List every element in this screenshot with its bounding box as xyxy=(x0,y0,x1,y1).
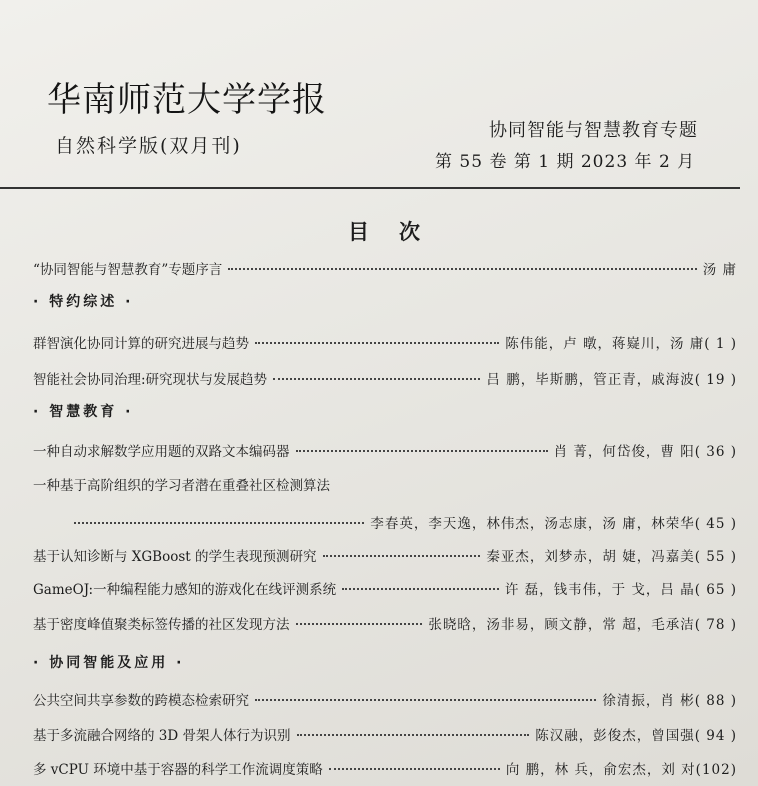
entry-authors: 张晓晗，汤非易，顾文静，常 超，毛承洁( 78 ) xyxy=(428,617,737,633)
toc-entry[interactable] xyxy=(33,545,737,567)
toc-entry-authors-line[interactable] xyxy=(33,512,737,534)
toc-entry[interactable] xyxy=(33,724,737,746)
entry-title: 公共空间共享参数的跨模态检索研究 xyxy=(33,693,249,709)
special-topic-label: 协同智能与智慧教育专题 xyxy=(489,120,698,141)
entry-authors: 吕 鹏，毕斯鹏，管正青，戚海波( 19 ) xyxy=(486,372,737,388)
entry-authors: 陈伟能，卢 暾，蒋嶷川，汤 庸( 1 ) xyxy=(505,336,737,352)
entry-title: 一种自动求解数学应用题的双路文本编码器 xyxy=(33,444,290,460)
leader-dots xyxy=(297,734,530,736)
leader-dots xyxy=(228,268,696,270)
section-heading: · 特约综述 · xyxy=(33,294,134,310)
leader-dots xyxy=(296,450,548,452)
entry-title: 一种基于高阶组织的学习者潜在重叠社区检测算法 xyxy=(33,478,330,494)
entry-title: GameOJ:一种编程能力感知的游戏化在线评测系统 xyxy=(33,582,337,598)
entry-authors: 李春英，李天逸，林伟杰，汤志康，汤 庸，林荣华( 45 ) xyxy=(370,516,737,532)
toc-entry[interactable] xyxy=(33,758,737,780)
entry-authors: 许 磊，钱韦伟，于 戈，吕 晶( 65 ) xyxy=(504,582,737,598)
leader-dots xyxy=(323,555,481,557)
leader-dots xyxy=(74,522,364,524)
leader-dots xyxy=(273,378,480,380)
journal-edition: 自然科学版(双月刊) xyxy=(55,135,242,157)
toc-entry[interactable] xyxy=(33,689,737,711)
entry-title: 基于密度峰值聚类标签传播的社区发现方法 xyxy=(33,617,290,633)
leader-dots xyxy=(255,699,596,701)
toc-heading: 目次 xyxy=(348,220,450,244)
toc-entry[interactable] xyxy=(33,440,737,462)
toc-entry[interactable] xyxy=(33,578,737,600)
entry-title: “协同智能与智慧教育”专题序言 xyxy=(33,262,223,278)
toc-entry-preface[interactable] xyxy=(33,258,737,280)
entry-authors: 肖 菁，何岱俊，曹 阳( 36 ) xyxy=(553,444,737,460)
toc-entry[interactable] xyxy=(33,613,737,635)
entry-authors: 陈汉融，彭俊杰，曾国强( 94 ) xyxy=(535,728,737,744)
section-heading: · 协同智能及应用 · xyxy=(33,655,185,671)
toc-entry-title-line[interactable] xyxy=(33,474,737,496)
leader-dots xyxy=(329,768,500,770)
entry-title: 基于认知诊断与 XGBoost 的学生表现预测研究 xyxy=(33,549,317,565)
leader-dots xyxy=(342,588,499,590)
entry-title: 多 vCPU 环境中基于容器的科学工作流调度策略 xyxy=(33,762,323,778)
entry-title: 智能社会协同治理:研究现状与发展趋势 xyxy=(33,372,268,388)
entry-authors: 汤 庸 xyxy=(702,262,737,278)
toc-entry[interactable] xyxy=(33,368,737,390)
entry-authors: 秦亚杰，刘梦赤，胡 婕，冯嘉美( 55 ) xyxy=(486,549,737,565)
toc-entry[interactable] xyxy=(33,332,737,354)
section-heading: · 智慧教育 · xyxy=(33,404,134,420)
issue-info: 第 55 卷 第 1 期 2023 年 2 月 xyxy=(435,152,696,172)
entry-authors: 徐清振，肖 彬( 88 ) xyxy=(602,693,737,709)
entry-title: 基于多流融合网络的 3D 骨架人体行为识别 xyxy=(33,728,291,744)
header-divider xyxy=(0,187,740,189)
journal-title: 华南师范大学学报 xyxy=(47,80,327,120)
entry-title: 群智演化协同计算的研究进展与趋势 xyxy=(33,336,249,352)
leader-dots xyxy=(296,623,423,625)
leader-dots xyxy=(255,342,499,344)
entry-authors: 向 鹏，林 兵，俞宏杰，刘 对(102) xyxy=(505,762,737,778)
